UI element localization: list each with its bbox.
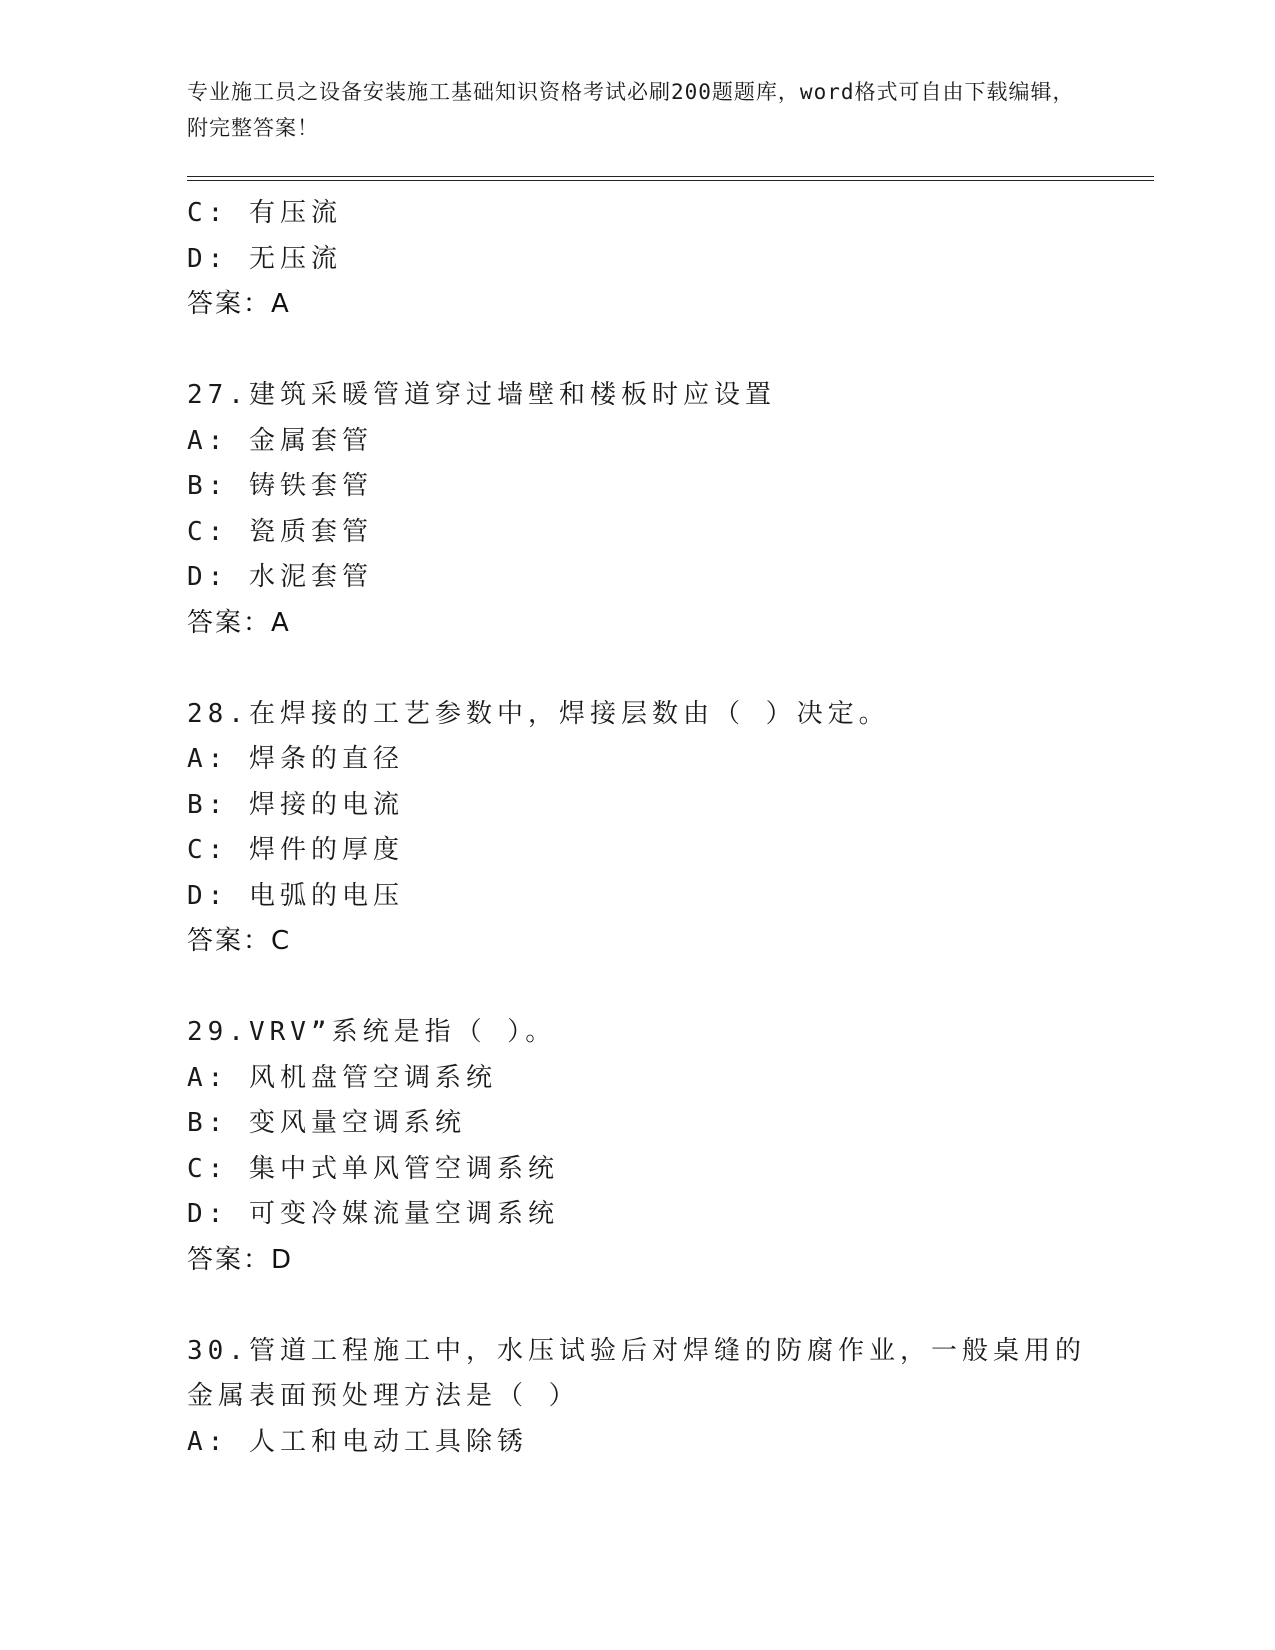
spacer [187, 965, 1087, 1011]
spacer [187, 646, 1087, 692]
q29-option-d: D: 可变冷媒流量空调系统 [187, 1199, 559, 1229]
q29-option-b: B: 变风量空调系统 [187, 1108, 466, 1138]
q28-option-c: C: 焊件的厚度 [187, 835, 404, 865]
option-c: C: 有压流 [187, 198, 342, 228]
document-header: 专业施工员之设备安装施工基础知识资格考试必刷200题题库，word格式可自由下载编辑，附完整答案！ [187, 80, 1075, 140]
q28-option-b: B: 焊接的电流 [187, 789, 404, 820]
spacer [187, 1283, 1087, 1329]
q30-option-a: A: 人工和电动工具除锈 [187, 1426, 528, 1457]
question-30: 30.管道工程施工中，水压试验后对焊缝的防腐作业，一般桌用的金属表面预处理方法是（ ） [187, 1335, 1086, 1411]
answer-line: 答案：A [187, 289, 291, 319]
q29-answer: 答案：D [187, 1244, 294, 1275]
q27-option-c: C: 瓷质套管 [187, 516, 373, 547]
question-27: 27.建筑采暖管道穿过墙壁和楼板时应设置 [187, 380, 776, 410]
question-28: 28.在焊接的工艺参数中，焊接层数由（ ）决定。 [187, 698, 890, 729]
q28-option-a: A: 焊条的直径 [187, 744, 404, 774]
document-body [187, 191, 1087, 1465]
question-29: 29.VRV”系统是指（ ）。 [187, 1017, 557, 1047]
q28-option-d: D: 电弧的电压 [187, 880, 404, 911]
option-d: D: 无压流 [187, 243, 342, 274]
q27-option-a: A: 金属套管 [187, 425, 373, 456]
q29-option-a: A: 风机盘管空调系统 [187, 1062, 497, 1093]
q28-answer: 答案：C [187, 926, 292, 956]
q29-option-c: C: 集中式单风管空调系统 [187, 1153, 559, 1184]
q27-answer: 答案：A [187, 607, 291, 638]
header-divider [187, 176, 1154, 181]
q27-option-b: B: 铸铁套管 [187, 471, 373, 501]
q27-option-d: D: 水泥套管 [187, 562, 373, 592]
spacer [187, 328, 1087, 374]
